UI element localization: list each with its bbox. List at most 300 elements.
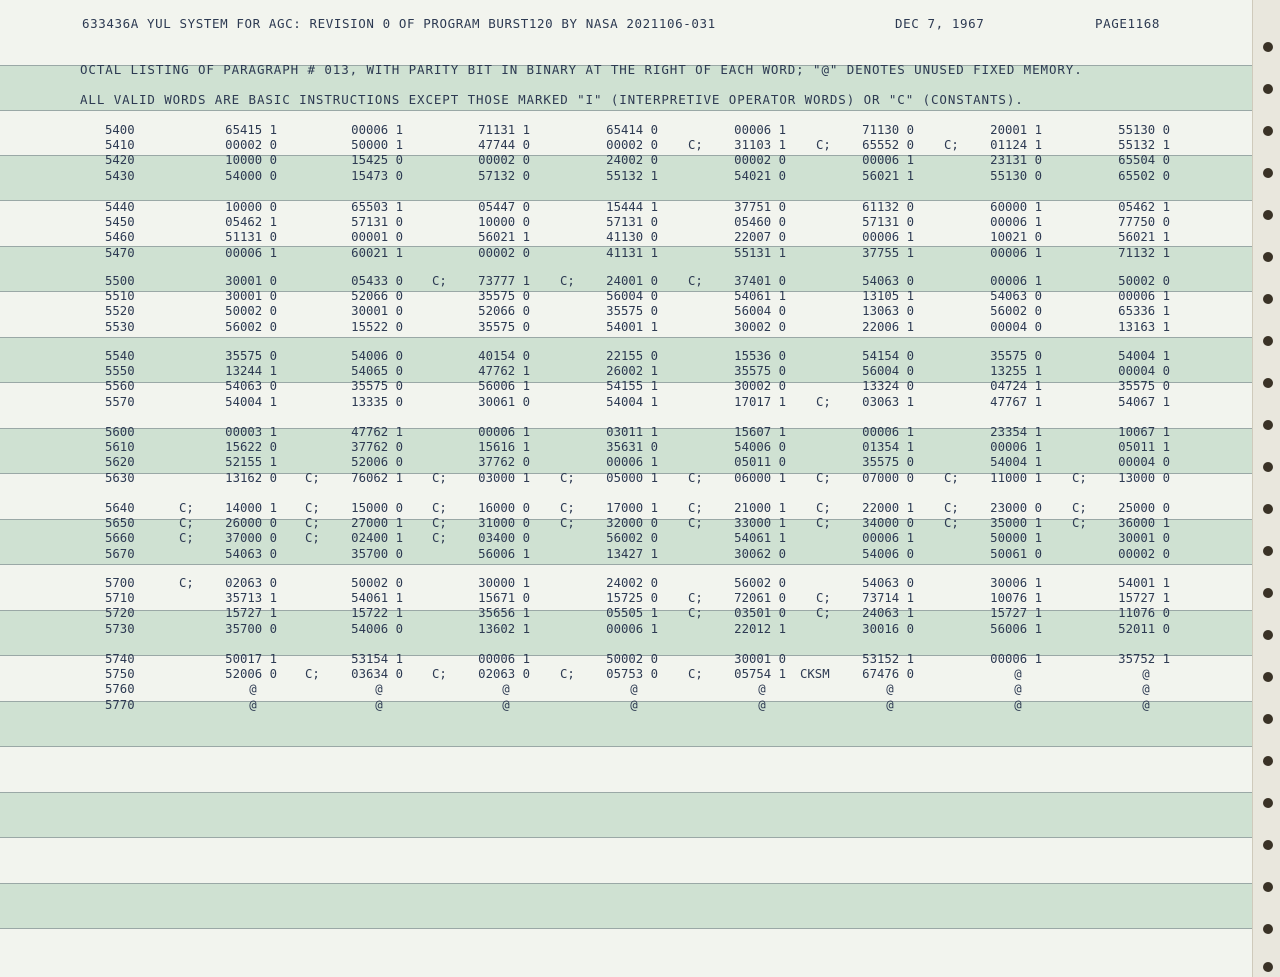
octal-word: 54006 0 (351, 621, 403, 636)
octal-word: 17017 1 (734, 394, 786, 409)
memory-address: 5560 (105, 379, 135, 394)
octal-word: 13000 0 (1118, 470, 1170, 485)
octal-word: 60021 1 (351, 245, 403, 260)
octal-word: 30001 0 (225, 289, 277, 304)
octal-word: 10000 0 (478, 215, 530, 230)
listing-row (0, 516, 1252, 531)
octal-word: 65502 0 (1118, 168, 1170, 183)
octal-word: 30062 0 (734, 546, 786, 561)
octal-word: 23354 1 (990, 425, 1042, 439)
octal-word: 00002 0 (478, 153, 530, 168)
octal-word: 03400 0 (478, 531, 530, 546)
memory-address: 5730 (105, 621, 135, 636)
memory-address: 5430 (105, 168, 135, 183)
constant-marker: C; (560, 667, 575, 682)
octal-word: 54006 0 (734, 440, 786, 455)
tractor-feed-strip (1252, 0, 1280, 977)
octal-word: 11000 1 (990, 470, 1042, 485)
octal-word: 23000 0 (990, 501, 1042, 515)
feed-hole (1263, 504, 1273, 514)
description-line-2: ALL VALID WORDS ARE BASIC INSTRUCTIONS EXCEPT THOSE MARKED "I" (INTERPRETIVE OPERATOR WORDS) OR "C" (CONSTANTS). (80, 92, 1024, 107)
octal-word: 61132 0 (862, 200, 914, 214)
octal-word: 50002 0 (606, 652, 658, 666)
unused-memory-marker: @ (502, 682, 510, 697)
constant-marker: C; (944, 516, 959, 531)
listing-block (0, 652, 1252, 713)
description-line-1: OCTAL LISTING OF PARAGRAPH # 013, WITH PARITY BIT IN BINARY AT THE RIGHT OF EACH WORD; "@" DENOTES UNUSED FIXED MEMORY. (80, 62, 1083, 77)
unused-memory-marker: @ (1014, 682, 1022, 697)
octal-word: 41130 0 (606, 230, 658, 245)
octal-word: 00006 1 (606, 621, 658, 636)
octal-word: 71130 0 (862, 123, 914, 137)
octal-word: 23131 0 (990, 153, 1042, 168)
octal-word: 05754 1 (734, 667, 786, 682)
octal-word: 30001 0 (351, 304, 403, 319)
octal-word: 60000 1 (990, 200, 1042, 214)
octal-word: 55130 0 (990, 168, 1042, 183)
octal-word: 15722 1 (351, 606, 403, 621)
octal-word: 30061 0 (478, 394, 530, 409)
listing-row (0, 547, 1252, 562)
octal-word: 56021 1 (862, 168, 914, 183)
constant-marker: C; (305, 516, 320, 531)
octal-word: 32000 0 (606, 516, 658, 531)
constant-marker: C; (816, 138, 831, 153)
octal-word: 52011 0 (1118, 621, 1170, 636)
unused-memory-marker: @ (630, 682, 638, 697)
octal-word: 57132 0 (478, 168, 530, 183)
constant-marker: C; (688, 274, 703, 288)
octal-word: 03634 0 (351, 667, 403, 682)
listing-row (0, 455, 1252, 470)
feed-hole (1263, 546, 1273, 556)
octal-word: 15425 0 (351, 153, 403, 168)
octal-word: 13162 0 (225, 470, 277, 485)
octal-word: 10067 1 (1118, 425, 1170, 439)
octal-word: 72061 0 (734, 591, 786, 606)
octal-word: 15725 0 (606, 591, 658, 606)
octal-word: 01124 1 (990, 138, 1042, 153)
octal-word: 55131 1 (734, 245, 786, 260)
octal-word: 56021 1 (1118, 230, 1170, 245)
unused-memory-marker: @ (1014, 697, 1022, 712)
listing-row (0, 395, 1252, 410)
listing-row (0, 698, 1252, 713)
constant-marker: C; (816, 591, 831, 606)
octal-word: 50002 0 (1118, 274, 1170, 288)
constant-marker: C; (944, 501, 959, 515)
octal-word: 22007 0 (734, 230, 786, 245)
octal-word: 05433 0 (351, 274, 403, 288)
octal-word: 47767 1 (990, 394, 1042, 409)
octal-word: 50000 1 (351, 138, 403, 153)
octal-word: 30001 0 (734, 652, 786, 666)
octal-word: 00006 1 (990, 274, 1042, 288)
octal-word: 37762 0 (351, 440, 403, 455)
octal-word: 00001 0 (351, 230, 403, 245)
feed-hole (1263, 588, 1273, 598)
octal-word: 00006 1 (478, 652, 530, 666)
constant-marker: C; (560, 470, 575, 485)
octal-word: 22006 1 (862, 319, 914, 334)
listing-row (0, 215, 1252, 230)
octal-word: 52155 1 (225, 455, 277, 470)
constant-marker: C; (816, 516, 831, 531)
octal-word: 37762 0 (478, 455, 530, 470)
octal-word: 54004 1 (606, 394, 658, 409)
octal-word: 35575 0 (990, 349, 1042, 363)
octal-word: 13244 1 (225, 364, 277, 379)
constant-marker: C; (432, 667, 447, 682)
octal-word: 05011 0 (734, 455, 786, 470)
constant-marker: C; (688, 606, 703, 621)
unused-memory-marker: @ (758, 682, 766, 697)
listing-row (0, 425, 1252, 440)
constant-marker: C; (560, 501, 575, 515)
octal-word: 57131 0 (351, 215, 403, 230)
paper-rule (0, 337, 1252, 338)
page-number: PAGE1168 (1095, 16, 1161, 31)
octal-word: 00004 0 (1118, 364, 1170, 379)
listing-block (0, 200, 1252, 261)
constant-marker: C; (179, 501, 194, 515)
octal-word: 50002 0 (225, 304, 277, 319)
octal-word: 37000 0 (225, 531, 277, 546)
octal-word: 30016 0 (862, 621, 914, 636)
octal-word: 13163 1 (1118, 319, 1170, 334)
constant-marker: C; (944, 470, 959, 485)
octal-word: 35656 1 (478, 606, 530, 621)
octal-word: 73777 1 (478, 274, 530, 288)
octal-word: 03011 1 (606, 425, 658, 439)
octal-word: 54001 1 (1118, 576, 1170, 590)
feed-hole (1263, 924, 1273, 934)
constant-marker: C; (816, 501, 831, 515)
listing-row (0, 169, 1252, 184)
listing-row (0, 576, 1252, 591)
octal-word: 13335 0 (351, 394, 403, 409)
octal-word: 54061 1 (734, 289, 786, 304)
listing-row (0, 682, 1252, 697)
octal-word: 33000 1 (734, 516, 786, 531)
octal-word: 54155 1 (606, 379, 658, 394)
paper-rule (0, 883, 1252, 884)
listing-block (0, 123, 1252, 184)
octal-word: 15536 0 (734, 349, 786, 363)
octal-word: 55132 1 (606, 168, 658, 183)
listing-row (0, 364, 1252, 379)
listing-row (0, 200, 1252, 215)
octal-word: 35700 0 (225, 621, 277, 636)
octal-word: 65336 1 (1118, 304, 1170, 319)
octal-word: 00006 1 (351, 123, 403, 137)
listing-row (0, 274, 1252, 289)
octal-word: 00004 0 (990, 319, 1042, 334)
octal-word: 54000 0 (225, 168, 277, 183)
memory-address: 5710 (105, 591, 135, 606)
memory-address: 5540 (105, 349, 135, 363)
octal-word: 30001 0 (1118, 531, 1170, 546)
memory-address: 5510 (105, 289, 135, 304)
octal-word: 67476 0 (862, 667, 914, 682)
octal-word: 03063 1 (862, 394, 914, 409)
octal-word: 03501 0 (734, 606, 786, 621)
memory-address: 5620 (105, 455, 135, 470)
octal-word: 13063 0 (862, 304, 914, 319)
constant-marker: C; (432, 501, 447, 515)
paper-rule (0, 792, 1252, 793)
octal-word: 56006 1 (478, 546, 530, 561)
feed-hole (1263, 210, 1273, 220)
octal-word: 00006 1 (990, 440, 1042, 455)
octal-word: 54006 0 (862, 546, 914, 561)
octal-word: 10076 1 (990, 591, 1042, 606)
octal-word: 16000 0 (478, 501, 530, 515)
octal-word: 47762 1 (351, 425, 403, 439)
octal-word: 35752 1 (1118, 652, 1170, 666)
octal-word: 24002 0 (606, 576, 658, 590)
listing-row (0, 320, 1252, 335)
octal-word: 00002 0 (734, 153, 786, 168)
octal-word: 73714 1 (862, 591, 914, 606)
paper-rule (0, 564, 1252, 565)
octal-word: 15727 1 (990, 606, 1042, 621)
octal-word: 54063 0 (225, 546, 277, 561)
octal-word: 71131 1 (478, 123, 530, 137)
octal-word: 15000 0 (351, 501, 403, 515)
listing-row (0, 440, 1252, 455)
octal-word: 65552 0 (862, 138, 914, 153)
checksum-marker: CKSM (800, 667, 830, 682)
constant-marker: C; (305, 531, 320, 546)
constant-marker: C; (560, 516, 575, 531)
octal-word: 05000 1 (606, 470, 658, 485)
feed-hole (1263, 882, 1273, 892)
octal-word: 54061 1 (351, 591, 403, 606)
listing-row (0, 622, 1252, 637)
octal-word: 02400 1 (351, 531, 403, 546)
octal-word: 54063 0 (225, 379, 277, 394)
octal-word: 35575 0 (225, 349, 277, 363)
memory-address: 5650 (105, 516, 135, 531)
constant-marker: C; (179, 576, 194, 590)
constant-marker: C; (560, 274, 575, 288)
octal-word: 37401 0 (734, 274, 786, 288)
octal-word: 56006 1 (990, 621, 1042, 636)
listing-date: DEC 7, 1967 (895, 16, 985, 31)
octal-word: 26000 0 (225, 516, 277, 531)
octal-word: 30000 1 (478, 576, 530, 590)
feed-hole (1263, 420, 1273, 430)
constant-marker: C; (816, 606, 831, 621)
constant-marker: C; (305, 501, 320, 515)
octal-word: 22012 1 (734, 621, 786, 636)
octal-word: 35713 1 (225, 591, 277, 606)
feed-hole (1263, 840, 1273, 850)
octal-word: 65415 1 (225, 123, 277, 137)
octal-word: 25000 0 (1118, 501, 1170, 515)
octal-word: 00006 1 (478, 425, 530, 439)
octal-word: 00006 1 (862, 531, 914, 546)
octal-word: 13255 1 (990, 364, 1042, 379)
octal-word: 37755 1 (862, 245, 914, 260)
octal-word: 54065 0 (351, 364, 403, 379)
octal-word: 05462 1 (225, 215, 277, 230)
memory-address: 5410 (105, 138, 135, 153)
octal-word: 47744 0 (478, 138, 530, 153)
memory-address: 5450 (105, 215, 135, 230)
constant-marker: C; (432, 516, 447, 531)
listing-row (0, 379, 1252, 394)
memory-address: 5740 (105, 652, 135, 666)
octal-word: 02063 0 (478, 667, 530, 682)
memory-address: 5760 (105, 682, 135, 697)
memory-address: 5470 (105, 245, 135, 260)
memory-address: 5460 (105, 230, 135, 245)
unused-memory-marker: @ (249, 697, 257, 712)
octal-word: 56002 0 (990, 304, 1042, 319)
octal-word: 15616 1 (478, 440, 530, 455)
listing-row (0, 246, 1252, 261)
octal-word: 24063 1 (862, 606, 914, 621)
feed-hole (1263, 714, 1273, 724)
memory-address: 5770 (105, 697, 135, 712)
unused-memory-marker: @ (502, 697, 510, 712)
listing-block (0, 349, 1252, 410)
octal-word: 35575 0 (1118, 379, 1170, 394)
unused-memory-marker: @ (1014, 667, 1022, 682)
octal-word: 56006 1 (478, 379, 530, 394)
octal-word: 00003 1 (225, 425, 277, 439)
octal-word: 31103 1 (734, 138, 786, 153)
paper-rule (0, 746, 1252, 747)
memory-address: 5630 (105, 470, 135, 485)
constant-marker: C; (944, 138, 959, 153)
octal-word: 15607 1 (734, 425, 786, 439)
octal-word: 00006 1 (990, 652, 1042, 666)
octal-word: 00006 1 (990, 215, 1042, 230)
octal-word: 13427 1 (606, 546, 658, 561)
octal-word: 06000 1 (734, 470, 786, 485)
octal-word: 35000 1 (990, 516, 1042, 531)
octal-word: 00006 1 (862, 425, 914, 439)
octal-word: 04724 1 (990, 379, 1042, 394)
listing-row (0, 123, 1252, 138)
constant-marker: C; (1072, 516, 1087, 531)
octal-word: 35631 0 (606, 440, 658, 455)
octal-word: 00006 1 (225, 245, 277, 260)
octal-word: 00002 0 (606, 138, 658, 153)
unused-memory-marker: @ (1142, 682, 1150, 697)
octal-word: 54067 1 (1118, 394, 1170, 409)
octal-word: 35575 0 (478, 289, 530, 304)
octal-word: 27000 1 (351, 516, 403, 531)
constant-marker: C; (432, 274, 447, 288)
memory-address: 5400 (105, 123, 135, 137)
octal-word: 15522 0 (351, 319, 403, 334)
octal-word: 26002 1 (606, 364, 658, 379)
octal-word: 24001 0 (606, 274, 658, 288)
feed-hole (1263, 756, 1273, 766)
constant-marker: C; (1072, 501, 1087, 515)
octal-word: 31000 0 (478, 516, 530, 531)
octal-word: 56002 0 (734, 576, 786, 590)
octal-word: 21000 1 (734, 501, 786, 515)
constant-marker: C; (688, 470, 703, 485)
octal-word: 35575 0 (478, 319, 530, 334)
paper-rule (0, 837, 1252, 838)
paper-rule (0, 928, 1252, 929)
listing-row (0, 652, 1252, 667)
listing-row (0, 153, 1252, 168)
octal-word: 52006 0 (351, 455, 403, 470)
constant-marker: C; (688, 667, 703, 682)
memory-address: 5500 (105, 274, 135, 288)
system-title: 633436A YUL SYSTEM FOR AGC: REVISION 0 OF PROGRAM BURST120 BY NASA 2021106-031 (82, 16, 716, 31)
octal-word: 30001 0 (225, 274, 277, 288)
listing-block (0, 576, 1252, 637)
feed-hole (1263, 962, 1273, 972)
octal-word: 30006 1 (990, 576, 1042, 590)
paper-band (0, 792, 1252, 837)
memory-address: 5520 (105, 304, 135, 319)
memory-address: 5600 (105, 425, 135, 439)
octal-word: 05447 0 (478, 200, 530, 214)
feed-hole (1263, 336, 1273, 346)
octal-word: 53152 1 (862, 652, 914, 666)
octal-word: 50017 1 (225, 652, 277, 666)
octal-word: 30002 0 (734, 379, 786, 394)
listing-row (0, 606, 1252, 621)
feed-hole (1263, 378, 1273, 388)
paper-band (0, 883, 1252, 928)
octal-word: 52066 0 (478, 304, 530, 319)
unused-memory-marker: @ (1142, 697, 1150, 712)
memory-address: 5420 (105, 153, 135, 168)
unused-memory-marker: @ (758, 697, 766, 712)
feed-hole (1263, 84, 1273, 94)
octal-word: 65414 0 (606, 123, 658, 137)
octal-word: 55130 0 (1118, 123, 1170, 137)
octal-word: 36000 1 (1118, 516, 1170, 531)
octal-word: 35700 0 (351, 546, 403, 561)
listing-row (0, 230, 1252, 245)
octal-word: 22000 1 (862, 501, 914, 515)
octal-word: 15727 1 (225, 606, 277, 621)
octal-word: 37751 0 (734, 200, 786, 214)
octal-word: 54021 0 (734, 168, 786, 183)
octal-word: 10000 0 (225, 200, 277, 214)
memory-address: 5660 (105, 531, 135, 546)
octal-word: 30002 0 (734, 319, 786, 334)
listing-block (0, 274, 1252, 335)
paper-rule (0, 110, 1252, 111)
octal-word: 10021 0 (990, 230, 1042, 245)
feed-hole (1263, 798, 1273, 808)
constant-marker: C; (816, 394, 831, 409)
octal-word: 35575 0 (862, 455, 914, 470)
feed-hole (1263, 252, 1273, 262)
octal-word: 35575 0 (351, 379, 403, 394)
octal-word: 35575 0 (734, 364, 786, 379)
octal-word: 15727 1 (1118, 591, 1170, 606)
unused-memory-marker: @ (375, 682, 383, 697)
octal-word: 54154 0 (862, 349, 914, 363)
octal-word: 05462 1 (1118, 200, 1170, 214)
octal-word: 57131 0 (862, 215, 914, 230)
octal-word: 14000 1 (225, 501, 277, 515)
listing-block (0, 501, 1252, 562)
